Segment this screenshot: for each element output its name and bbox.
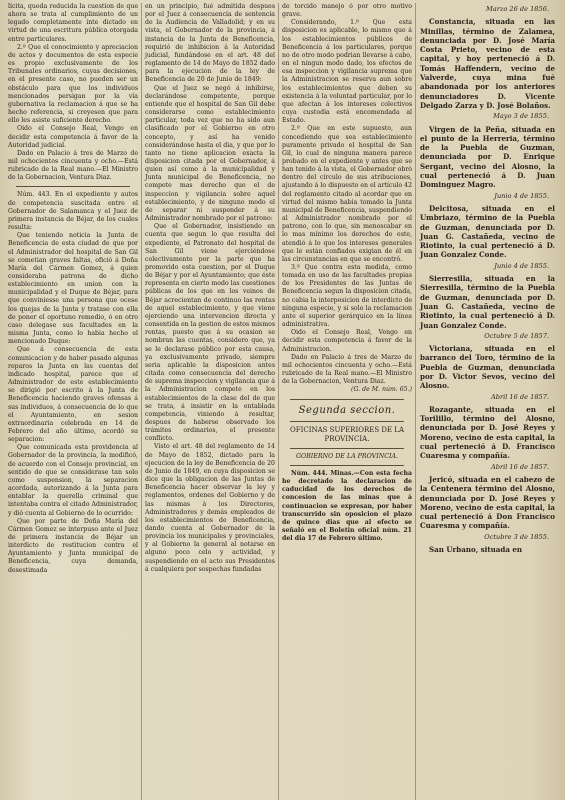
mining-notice: Núm. 444. Minas.—Con esta fecha he decretado la declaracion de caducidad de los derechos de concesion de las minas que á continuacion se expresan, por haber transcurrido sin oposicion el plazo de quince dias que al efecto se señaló en el Boletin oficial núm. 21 del dia 17 de Febrero último.: [282, 470, 412, 543]
divider: [16, 186, 130, 187]
entry-date: Abril 16 de 1857.: [490, 392, 549, 401]
entry-date: Mayo 3 de 1855.: [493, 112, 549, 121]
paragraph: Que el Juez se negó á inhibirse, declarándose competente, porque entiende que el hospital de San Gil debe considerarse como establecimiento particular, toda vez que no ha sido aun clasificado por el Gobierno en otro concepto, y así ha venido considerándose hasta el dia, y que por lo tanto no tiene aplicacion exacta la disposicion citada por el Gobernador, á quien así como á la municipalidad y Junta municipal de Beneficencia, no compete mas derecho que el de inspeccion y vigilancia sobre aquel establecimiento, y de ninguno modo el de separar ni suspender á su Administrador nombrado por el patrono:: [145, 84, 275, 223]
paragraph: Que comunicada esta providencia al Gobernador de la provincia, la modificó, de acuerdo con el Consejo provincial, en sentido de que se considerase tan solo como suspension, la separacion acordada, autorizando á la Junta para entablar la querella criminal que intentaba contra el citado Administrador, y dió cuenta al Gobierno de lo ocurrido:: [8, 444, 138, 517]
columns: [5, 3, 560, 800]
mine-entry: San Urbano, situada en: [429, 545, 523, 555]
source-citation: (G. de M. núm. 65.): [351, 386, 412, 394]
paragraph: Núm. 443. En el expediente y autos de competencia suscitada entre el Gobernador de Salamanca y el Juez de primera instancia de Béjar, de los cuales resulta:: [8, 191, 138, 232]
paragraph: de torcido manejo ó por otro motivo grave.: [282, 3, 412, 19]
section-subtitle-2: GOBIERNO DE LA PROVINCIA.: [295, 452, 399, 460]
entry-date: Abril 16 de 1857.: [490, 462, 549, 471]
paragraph: Que á consecuencia de esta comunicacion y de haber pasado algunas reparos la Junta en las cuentas del indicado hospital, parece que el Administrador de este establecimiento se dirigió por escrito á la Junta de Beneficencia haciendo graves ofensas á sus individuos, á consecuencia de lo que el Ayuntamiento, en sesion extraordinaria celebrada en 14 de Febrero del año último, acordó su separacion:: [8, 346, 138, 444]
entry-date: Marzo 26 de 1856.: [486, 5, 549, 13]
mine-entry: Rozagante, situada en el Torilillo, término del Alosno, denunciada por D. José Reyes y Moreno, vecino de esta capital, la cual perteneció á D. Francisco Cuaresma y compañía.: [420, 404, 555, 461]
column-2: [142, 3, 278, 800]
column-4: [416, 3, 558, 800]
divider: [290, 399, 404, 400]
section-subtitle: OFICINAS SUPERIORES DE LA PROVINCIA.: [289, 425, 405, 443]
mine-entry: Jericó, situada en el cabezo de la Centenera término del Alosno, denunciada por D. José Reyes y Moreno, vecino de esta capital, la cual perteneció á Don Francisco Cuaresma y compañía.: [420, 474, 555, 531]
divider: [290, 465, 404, 466]
divider: [290, 448, 404, 449]
paragraph: 2.º Que el conocimiento y apreciacion de actos y documentos de esta especie es propio exclusivamente de los Tribunales ordinarios, cuyas decisiones, en el presente caso, no pueden ser un obstáculo para que los individuos mencionados persigan por la vía gubernativa la reclamacion á que se ha hecho referencia, si creyesen que para ello les asiste suficiente derecho.: [8, 43, 138, 125]
paragraph: Oido el Consejo Real, Vengo en decidir esta competencia á favor de la Administracion.: [282, 329, 412, 353]
entry-date: Junio 4 de 1855.: [494, 191, 549, 200]
paragraph: Que por parte de Doña María del Cármen Gomez se interpuso ante el Juez de primera instancia de Béjar un interdicto de restitucion contra el Ayuntamiento y Junta municipal de Beneficencia, cuya demanda, desestimada: [8, 517, 138, 574]
mine-entry: Virgen de la Peña, situada en el punto de la Herreria, término de la Puebla de Guzman, denunciada por D. Enrique Sergant, vecino del Alosno, la cual perteneció á D. Juan Dominguez Magro.: [420, 124, 555, 190]
mine-entry: Constancia, situada en las Minillas, término de Zalamea, denunciada por D. José María Costa Prieto, vecino de esta capital, y hoy perteneció á D. Tomás Haffendern, vecino de Valverde, cuya mina fué abandonada por los anteriores denunciadores D. Vicente Delgado Zarza y D. José Bolaños.: [420, 17, 555, 110]
paragraph: Que el Gobernador, insistiendo en cuenta que segun lo que resulta del expediente, el Patronato del hospital de San Gil viene ejerciéndose colectivamente por la parte que ha promovido esta cuestion, por el Duque de Béjar y por el Ayuntamiento; que éste representa en cierto modo las cuestiones públicas de los que en los veinos de Béjar acrecientan de continuo las rentas de aquel establecimiento, y que viene ejerciendo una intervencion directa y consentida en la gestion de estos mismos rentas, puesto que á su ocasion se nombran las cuentas, considero que, ya se le declarase público por esta causa, ya exclusivamente privado, siempre seria aplicable la disposicion antes citada como consecuencia del derecho de suprema inspeccion y vigilancia que á la Administracion compete en los establecimientos de la clase del de que se trata, á insistir en la entablada competencia, viniendo á resultar, despues de haberse observado los trámites ordinarios, el presente conflicto.: [145, 223, 275, 443]
mine-entry: Sierresilla, situada en la Sierresilla, término de la Puebla de Guzman, denunciada por D. Juan G. Castañeda, vecino de Riotinto, la cual perteneció á D. Juan Gonzalez Conde.: [420, 274, 555, 330]
entry-date: Octubre 3 de 1855.: [484, 532, 549, 541]
paragraph: Oido el Consejo Real, Vengo en decidir esta competencia á favor de la Autoridad judicial.: [8, 125, 138, 149]
paragraph: Considerando, 1.º Que esta disposicion es aplicable, lo mismo que á los establecimientos públicos de Beneficencia á los particulares, porque no de otro modo podrian llevarse á cabo, en el ningun modo dado, los efectos de esa inspeccion y vigilancia suprema que la Administracion se reserva aun sobre los establecimientos que deben su existencia á la voluntad particular, por lo que afectan á los intereses colectivos cuya custodia está encomendada al Estado.: [282, 19, 412, 125]
entry-date: Octubre 5 de 1857.: [484, 331, 549, 340]
column-1: [5, 3, 141, 800]
paragraph: Visto el art. 48 del reglamento de 14 de Mayo de 1852, dictado para la ejecucion de la ley de Beneficencia de 20 de Junio de 1849, en cuya disposicion se dice que la obligacion de las Juntas de Beneficencia hacer observar la ley y reglamentos, ordenes del Gobierno y de las mismas á los Directores, Administradores y demás empleados de los establecimientos de Beneficencia, dando cuenta al Gobernador de la provincia los municipales y provinciales, y al Gobierno la general al notarse en alguno poco celo y actividad, y suspendiendo en el acto sus Presidentes á cualquiera por sospechas fundadas: [145, 443, 275, 573]
paragraph: lícita, queda reducida la cuestion de que ahora se trata al cumplimiento de un legado completamente inte dictado en virtud de una escritura pública otorgada entre particulares.: [8, 3, 138, 43]
signature-paragraph: Dado en Palacio á tres de Marzo de mil ochocientos cincuenta y ocho.—Está rubricado de la Real mano.—El Ministro de la Gobernacion, Ventura Diaz.: [282, 353, 412, 386]
section-title: Segunda seccion.: [298, 404, 396, 416]
mine-entry: Delcitosa, situada en el Umbriazo, término de la Puebla de Guzman, denunciada por D. Juan G. Castañeda, vecino de Riotinto, la cual perteneció á D. Juan Gonzalez Conde.: [420, 203, 555, 260]
column-3: [279, 3, 415, 800]
paragraph: 2.º Que en este supuesto, aun concediendo que sea establecimiento puramente privado el hospital de San Gil, lo cual de ninguna manera parece probado en el expediente y antes que se han tenido á la vista, el Gobernador obró dentro del círculo de sus atribuciones, ajustando á lo dispuesto en el artículo 42 del reglamento citado al acordar que en virtud del mismo habia tomado la Junta municipal de Beneficencia, suspendiendo al Administrador nombrado por el patrono, con lo que, sin menoscabar en lo mas mínimo los derechos de este, atendió á lo que los intereses generales que le están confiados exigian de él en las circunstancias en que se encontró.: [282, 125, 412, 263]
paragraph: Que teniendo noticia la Junta de Beneficencia de esta ciudad de que por el Administrador del hospital de San Gil se cometian graves faltas, ofició á Doña María del Cármen Gomez, á quien consideraba patrona de dicho establecimiento en union con la municipalidad y el Duque de Béjar, para que conviniesse una persona que ocese los quejas de la Junta y tratase con ella de poner el oportuno remedio, ó en otro caso delegase sus facultades en la misma Junta, como lo habia hecho el mencionado Duque:: [8, 232, 138, 346]
divider: [290, 421, 404, 422]
paragraph: 3.º Que contra esta medida, como tomada en uso de las facultades propias de los Presidentes de las Juntas de Beneficencia segun la disposicion citada, no cabia la interposicion de interdicto de ninguna especie, y si solo la reclamacion ante el superior gerárquico en la línea administrativa.: [282, 264, 412, 329]
mine-entry: Victoriana, situada en el barranco del Toro, término de la Puebla de Guzman, denunciada por D. Victor Sevos, vecino del Alosno.: [420, 344, 555, 391]
paragraph: en un principio, fué admitida despues por el Juez á consecuencia de sentencia de la Audiencia de Valladolid; y en su vista, el Gobernador de la provincia, á instancia de la Junta de Beneficencia, requirió de inhibicion á la Autoridad judicial, fundándose en el art. 48 del reglamento de 14 de Mayo de 1852 dado para la ejecucion de la ley de Beneficencia de 20 de Junio de 1849:: [145, 3, 275, 84]
signature-paragraph: Dado en Palacio á tres de Marzo de mil ochocientos cincuenta y ocho.—Está rubricado de la Real mano.—El Ministro de la Gobernacion, Ventura Diaz.: [8, 149, 138, 182]
entry-date: Junio 4 de 1855.: [494, 261, 549, 270]
